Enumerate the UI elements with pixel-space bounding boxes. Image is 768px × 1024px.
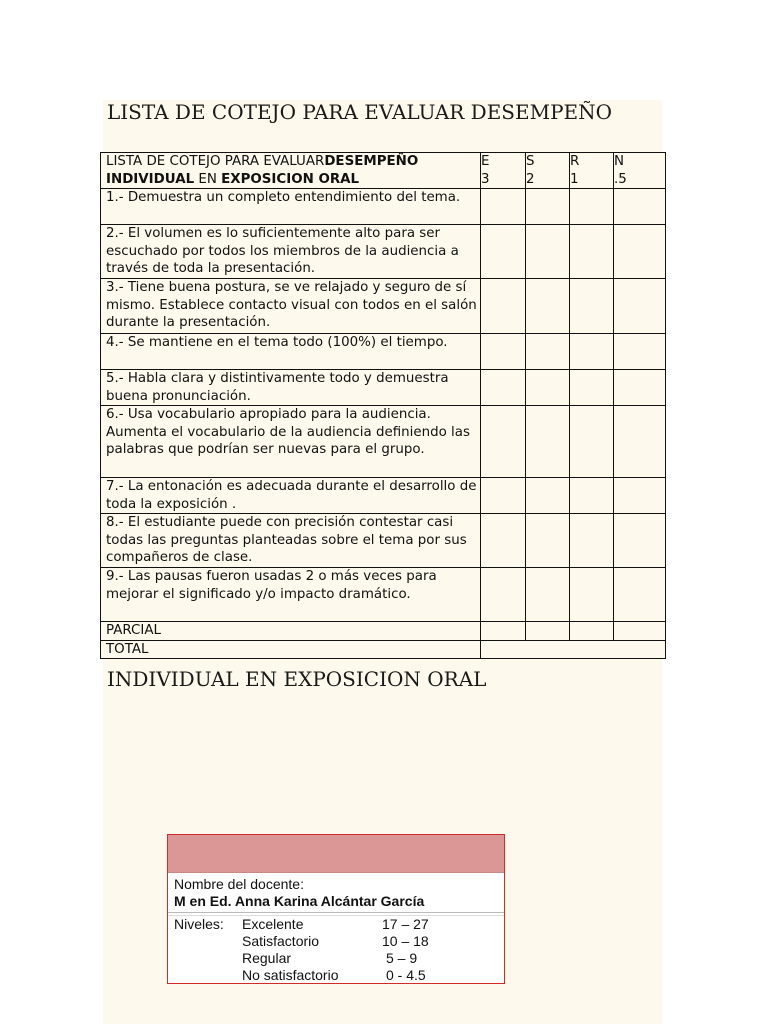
score-cell[interactable] <box>526 334 570 370</box>
score-cell[interactable] <box>570 514 614 568</box>
score-cell[interactable] <box>481 189 526 225</box>
score-cell[interactable] <box>526 622 570 641</box>
score-cell[interactable] <box>481 279 526 334</box>
teacher-label: Nombre del docente: <box>174 876 304 892</box>
criterion-cell: 4.- Se mantiene en el tema todo (100%) el tiempo. <box>101 334 481 370</box>
score-cell[interactable] <box>526 406 570 478</box>
header-text-plain: EN <box>194 171 222 187</box>
table-row <box>101 478 666 514</box>
parcial-label: PARCIAL <box>101 622 481 641</box>
score-cell[interactable] <box>614 406 666 478</box>
header-text-plain: LISTA DE COTEJO PARA EVALUAR <box>106 154 325 169</box>
table-row <box>101 568 666 622</box>
level-row <box>168 933 504 950</box>
teacher-info-box <box>167 834 505 984</box>
table-header-row <box>101 153 666 189</box>
table-row <box>101 334 666 370</box>
score-cell[interactable] <box>614 370 666 406</box>
score-cell[interactable] <box>614 514 666 568</box>
score-cell[interactable] <box>526 514 570 568</box>
score-cell[interactable] <box>614 622 666 641</box>
criterion-cell: 1.- Demuestra un completo entendimiento del tema. <box>101 189 481 225</box>
header-cell <box>101 153 481 189</box>
box-header-band <box>168 835 504 873</box>
score-cell[interactable] <box>614 568 666 622</box>
score-cell[interactable] <box>526 279 570 334</box>
score-cell[interactable] <box>614 478 666 514</box>
score-cell[interactable] <box>570 225 614 279</box>
level-range: 10 – 18 <box>382 933 429 949</box>
column-header-r: R 1 <box>570 153 614 189</box>
score-cell[interactable] <box>526 189 570 225</box>
score-cell[interactable] <box>481 514 526 568</box>
header-text-bold: DESEMPEÑO INDIVIDUAL <box>106 154 419 187</box>
table-row <box>101 279 666 334</box>
score-cell[interactable] <box>570 406 614 478</box>
table-row <box>101 514 666 568</box>
table-row <box>101 225 666 279</box>
score-cell[interactable] <box>481 406 526 478</box>
score-cell[interactable] <box>570 478 614 514</box>
total-cell[interactable] <box>481 640 666 659</box>
score-cell[interactable] <box>570 622 614 641</box>
parcial-row <box>101 622 666 641</box>
score-cell[interactable] <box>570 568 614 622</box>
score-cell[interactable] <box>481 370 526 406</box>
criterion-cell: 8.- El estudiante puede con precisión contestar casi todas las preguntas planteadas sobre el tema por sus compañeros de clase. <box>101 514 481 568</box>
score-cell[interactable] <box>570 279 614 334</box>
document-subtitle: INDIVIDUAL EN EXPOSICION ORAL <box>107 667 487 691</box>
score-cell[interactable] <box>481 225 526 279</box>
header-text-bold: EXPOSICION ORAL <box>221 171 360 187</box>
score-cell[interactable] <box>481 334 526 370</box>
criterion-cell: 2.- El volumen es lo suficientemente alto para ser escuchado por todos los miembros de la audiencia a través de toda la presentación. <box>101 225 481 279</box>
level-range: 0 - 4.5 <box>386 967 426 983</box>
criterion-cell: 5.- Habla clara y distintivamente todo y demuestra buena pronunciación. <box>101 370 481 406</box>
score-cell[interactable] <box>570 370 614 406</box>
score-cell[interactable] <box>526 370 570 406</box>
level-name: Regular <box>242 950 292 966</box>
column-header-n: N .5 <box>614 153 666 189</box>
column-header-e: E 3 <box>481 153 526 189</box>
score-cell[interactable] <box>481 622 526 641</box>
criterion-cell: 7.- La entonación es adecuada durante el desarrollo de toda la exposición . <box>101 478 481 514</box>
score-cell[interactable] <box>614 189 666 225</box>
score-cell[interactable] <box>570 189 614 225</box>
table-row <box>101 189 666 225</box>
score-cell[interactable] <box>614 334 666 370</box>
criterion-cell: 3.- Tiene buena postura, se ve relajado y seguro de sí mismo. Establece contacto visual con todos en el salón durante la presentación. <box>101 279 481 334</box>
criterion-cell: 6.- Usa vocabulario apropiado para la audiencia. Aumenta el vocabulario de la audiencia definiendo las palabras que podrían ser nuevas para el grupo. <box>101 406 481 478</box>
document-title: LISTA DE COTEJO PARA EVALUAR DESEMPEÑO <box>107 100 613 124</box>
total-row <box>101 640 666 659</box>
level-range: 17 – 27 <box>382 916 429 932</box>
total-label: TOTAL <box>101 640 481 659</box>
level-row <box>168 950 504 967</box>
table-row <box>101 370 666 406</box>
score-cell[interactable] <box>614 279 666 334</box>
score-cell[interactable] <box>570 334 614 370</box>
level-name: Satisfactorio <box>242 933 320 949</box>
level-name: Excelente <box>242 916 304 932</box>
table-row <box>101 406 666 478</box>
score-cell[interactable] <box>526 478 570 514</box>
levels-label: Niveles: <box>174 916 224 932</box>
score-cell[interactable] <box>526 225 570 279</box>
level-range: 5 – 9 <box>386 950 418 966</box>
score-cell[interactable] <box>481 478 526 514</box>
column-header-s: S 2 <box>526 153 570 189</box>
checklist-table <box>100 152 666 659</box>
score-cell[interactable] <box>526 568 570 622</box>
level-row <box>168 967 504 984</box>
score-cell[interactable] <box>614 225 666 279</box>
teacher-name: M en Ed. Anna Karina Alcántar García <box>174 893 425 909</box>
level-name: No satisfactorio <box>242 967 339 983</box>
criterion-cell: 9.- Las pausas fueron usadas 2 o más veces para mejorar el significado y/o impacto dramático. <box>101 568 481 622</box>
score-cell[interactable] <box>481 568 526 622</box>
level-row <box>168 916 504 933</box>
